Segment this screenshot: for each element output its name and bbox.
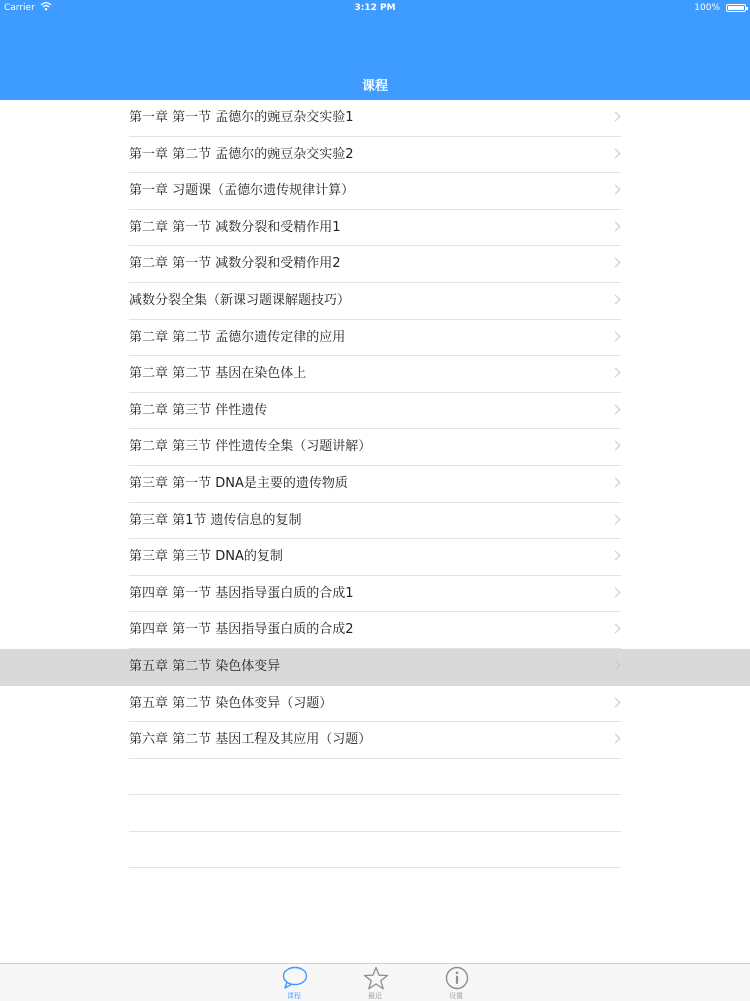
chevron-right-icon <box>611 697 621 707</box>
chevron-right-icon <box>611 221 621 231</box>
chevron-right-icon <box>611 331 621 341</box>
chevron-right-icon <box>611 587 621 597</box>
chevron-right-icon <box>611 551 621 561</box>
status-bar <box>0 0 750 16</box>
course-row[interactable] <box>0 320 750 357</box>
star-icon <box>363 966 389 990</box>
course-row[interactable] <box>0 612 750 649</box>
course-row[interactable] <box>0 246 750 283</box>
course-title: 第二章 第二节 基因在染色体上 <box>129 366 307 382</box>
info-icon <box>444 966 470 990</box>
course-row[interactable] <box>0 429 750 466</box>
course-title: 第一章 习题课（孟德尔遗传规律计算） <box>129 183 355 199</box>
tab-bar <box>0 963 750 1001</box>
tab-label: 最近 <box>368 992 382 1000</box>
course-title: 第二章 第一节 减数分裂和受精作用1 <box>129 219 341 235</box>
course-row[interactable] <box>0 503 750 540</box>
course-title: 第二章 第一节 减数分裂和受精作用2 <box>129 256 341 272</box>
course-title: 第六章 第二节 基因工程及其应用（习题） <box>129 732 372 748</box>
row-separator <box>129 867 621 868</box>
chevron-right-icon <box>611 295 621 305</box>
chevron-right-icon <box>611 734 621 744</box>
chevron-right-icon <box>611 258 621 268</box>
course-row[interactable] <box>0 210 750 247</box>
course-row[interactable] <box>0 173 750 210</box>
tab-label: 设置 <box>449 992 463 1000</box>
tab-courses[interactable] <box>264 964 324 1001</box>
course-row[interactable] <box>0 137 750 174</box>
course-title: 第二章 第三节 伴性遗传全集（习题讲解） <box>129 439 372 455</box>
course-title: 第二章 第二节 孟德尔遗传定律的应用 <box>129 329 346 345</box>
empty-row <box>0 759 750 796</box>
course-row[interactable] <box>0 686 750 723</box>
chevron-right-icon <box>611 660 621 670</box>
chevron-right-icon <box>611 404 621 414</box>
battery-percentage: 100% <box>694 3 720 13</box>
chevron-right-icon <box>611 441 621 451</box>
course-title: 第一章 第一节 孟德尔的豌豆杂交实验1 <box>129 110 354 125</box>
course-title: 第一章 第二节 孟德尔的豌豆杂交实验2 <box>129 146 354 162</box>
battery-icon <box>726 4 746 12</box>
course-row[interactable] <box>0 466 750 503</box>
course-title: 第三章 第三节 DNA的复制 <box>129 549 283 565</box>
clock: 3:12 PM <box>354 3 396 13</box>
chevron-right-icon <box>611 514 621 524</box>
course-row[interactable] <box>0 722 750 759</box>
tab-label: 课程 <box>287 992 301 1000</box>
navigation-bar <box>0 0 750 100</box>
course-row[interactable] <box>0 393 750 430</box>
chevron-right-icon <box>611 112 621 122</box>
empty-row <box>0 832 750 869</box>
course-row-selected[interactable] <box>0 649 750 686</box>
course-row[interactable] <box>0 356 750 393</box>
course-title: 第四章 第一节 基因指导蛋白质的合成2 <box>129 622 354 638</box>
course-title: 第三章 第一节 DNA是主要的遗传物质 <box>129 475 348 491</box>
chevron-right-icon <box>611 185 621 195</box>
chevron-right-icon <box>611 477 621 487</box>
chevron-right-icon <box>611 368 621 378</box>
tab-settings[interactable] <box>426 964 486 1001</box>
course-row[interactable] <box>0 283 750 320</box>
tab-recent[interactable] <box>345 964 405 1001</box>
course-title: 第五章 第二节 染色体变异（习题） <box>129 695 333 711</box>
page-title: 课程 <box>361 79 388 94</box>
course-title: 第四章 第一节 基因指导蛋白质的合成1 <box>129 585 354 601</box>
course-row[interactable] <box>0 539 750 576</box>
chevron-right-icon <box>611 148 621 158</box>
course-row[interactable] <box>0 100 750 137</box>
chat-bubble-icon <box>282 966 308 990</box>
course-title: 减数分裂全集（新课习题课解题技巧） <box>129 292 351 308</box>
course-title: 第二章 第三节 伴性遗传 <box>129 402 268 418</box>
carrier-label: Carrier <box>4 3 35 13</box>
course-list <box>0 100 750 868</box>
empty-row <box>0 795 750 832</box>
course-title: 第五章 第二节 染色体变异 <box>129 658 281 674</box>
chevron-right-icon <box>611 624 621 634</box>
course-title: 第三章 第1节 遗传信息的复制 <box>129 512 302 528</box>
course-row[interactable] <box>0 576 750 613</box>
